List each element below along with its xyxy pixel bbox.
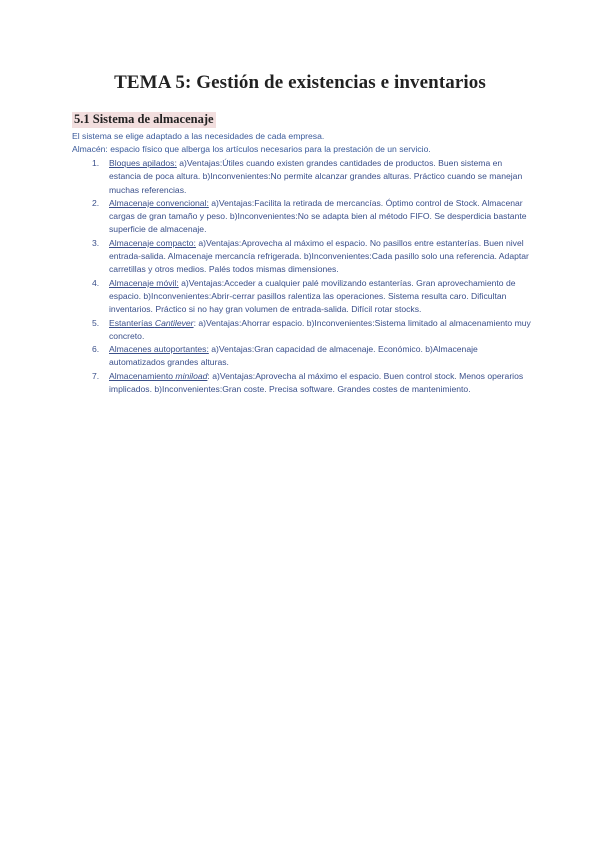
item-number: 3. (92, 237, 100, 248)
item-term-main: Almacenamiento (109, 370, 176, 381)
item-number: 5. (92, 317, 100, 328)
item-number: 1. (92, 158, 100, 168)
list-item (72, 370, 532, 397)
list-item (72, 317, 532, 344)
item-number: 6. (92, 344, 100, 355)
list-item (72, 157, 532, 197)
item-term: Almacenaje convencional: (109, 197, 209, 208)
item-term: Almacenaje móvil: (109, 277, 179, 288)
intro-line-1: El sistema se elige adaptado a las necesidades de cada empresa. (72, 131, 325, 141)
item-term: Bloques apilados: (109, 158, 177, 168)
item-text: a)Ventajas:Gran capacidad de almacenaje. Económico. b)Almacenaje automatizados grandes alturas. (109, 344, 478, 368)
section-heading: 5.1 Sistema de almacenaje (74, 112, 214, 126)
item-number: 7. (92, 370, 100, 381)
list-item (72, 343, 532, 370)
item-term-italic: Cantilever (154, 317, 194, 328)
item-term (109, 371, 207, 381)
item-number: 2. (92, 197, 100, 208)
item-term: Almacenes autoportantes: (109, 344, 209, 355)
item-text: : a)Ventajas:Aprovecha al máximo el espacio. Buen control stock. Menos operarios implicados. b)Inconvenientes:Gran coste. Precisa software. Grandes costes de mantenimiento. (109, 370, 524, 395)
item-text: a)Ventajas:Facilita la retirada de mercancías. Óptimo control de Stock. Almacenar cargas de gran tamaño y peso. b)Inconvenientes:No se adapta bien al método FIFO. Se desperdicia bastante superficie de almacenaje. (109, 197, 527, 235)
storage-systems-list (72, 157, 532, 396)
item-text: a)Ventajas:Acceder a cualquier palé movilizando estanterías. Gran aprovechamiento de espacio. b)Inconvenientes:Abrir-cerrar pasillos ralentiza las operaciones. Sistema resulta caro. Dificultan inventarios. Práctico si no hay gran volumen de entrada-salida. Difícil rotar stocks. (109, 277, 516, 315)
item-term: Almacenaje compacto: (109, 237, 196, 248)
intro-line-2: Almacén: espacio físico que alberga los artículos necesarios para la prestación de un servicio. (72, 144, 431, 154)
page-title: TEMA 5: Gestión de existencias e inventarios (114, 72, 486, 93)
item-term-italic: minilo​ad (175, 370, 208, 381)
item-number: 4. (92, 277, 100, 288)
item-term-main: Estanterías (109, 317, 155, 328)
list-item (72, 197, 532, 237)
item-text: : a)Ventajas:Ahorrar espacio. b)Inconvenientes:Sistema limitado al almacenamiento muy concreto. (109, 317, 531, 341)
list-item (72, 277, 532, 317)
item-text: a)Ventajas:Útiles cuando existen grandes cantidades de productos. Buen sistema en estancia de poca altura. b)Inconvenientes:No permite alcanzar grandes alturas. Práctico cuando se manejan muchas referencias. (109, 158, 523, 195)
list-item (72, 237, 532, 277)
item-text: a)Ventajas:Aprovecha al máximo el espacio. No pasillos entre estanterías. Buen nivel entrada-salida. Almacenaje mercancía refrigerada. b)Inconvenientes:Cada pasillo solo una referencia. Adaptar carretillas y otros medios. Palés todos mismas dimensiones. (109, 237, 529, 275)
item-term (109, 318, 194, 328)
